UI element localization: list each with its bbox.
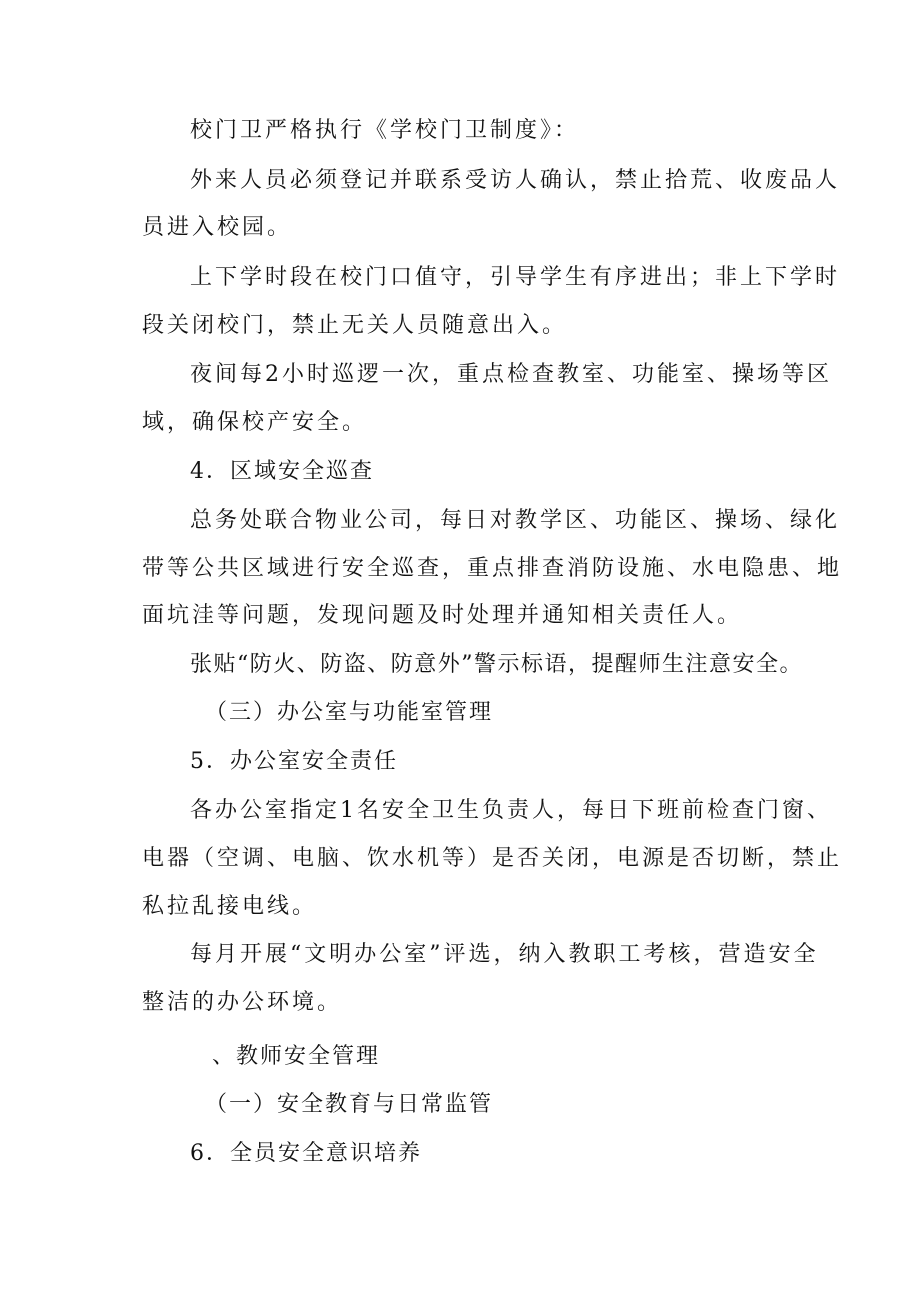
section-heading: 4．区域安全巡查: [190, 459, 374, 484]
paragraph-line: 校门卫严格执行《学校门卫制度》：: [190, 118, 580, 143]
paragraph-line: 面坑洼等问题，发现问题及时处理并通知相关责任人。: [142, 603, 743, 628]
paragraph-line: 员进入校园。: [142, 215, 293, 240]
chapter-heading: 、教师安全管理: [212, 1044, 381, 1069]
paragraph-line: 上下学时段在校门口值守，引导学生有序进出；非上下学时: [190, 265, 841, 290]
paragraph-line: 总务处联合物业公司，每日对教学区、功能区、操场、绿化: [190, 508, 841, 533]
paragraph-line: 夜间每2小时巡逻一次，重点检查教室、功能室、操场等区: [190, 362, 832, 387]
paragraph-line: 段关闭校门，禁止无关人员随意出入。: [142, 313, 568, 338]
section-heading: 5．办公室安全责任: [190, 749, 398, 774]
paragraph-line: 域，确保校产安全。: [142, 410, 368, 435]
paragraph-line: 外来人员必须登记并联系受访人确认，禁止拾荒、收废品人: [190, 168, 841, 193]
paragraph-line: 私拉乱接电线。: [142, 894, 318, 919]
section-heading: （三）办公室与功能室管理: [205, 700, 494, 725]
section-heading: 6．全员安全意识培养: [190, 1141, 422, 1166]
paragraph-line: 各办公室指定1名安全卫生负责人，每日下班前检查门窗、: [190, 798, 832, 823]
paragraph-line: 每月开展“文明办公室”评选，纳入教职工考核，营造安全: [190, 942, 819, 967]
paragraph-line: 电器（空调、电脑、饮水机等）是否关闭，电源是否切断，禁止: [142, 846, 843, 871]
paragraph-line: 带等公共区域进行安全巡查，重点排查消防设施、水电隐患、地: [142, 556, 843, 581]
paragraph-line: 整洁的办公环境。: [142, 990, 343, 1015]
section-heading: （一）安全教育与日常监管: [205, 1092, 494, 1117]
paragraph-line: 张贴“防火、防盗、防意外”警示标语，提醒师生注意安全。: [190, 652, 803, 677]
